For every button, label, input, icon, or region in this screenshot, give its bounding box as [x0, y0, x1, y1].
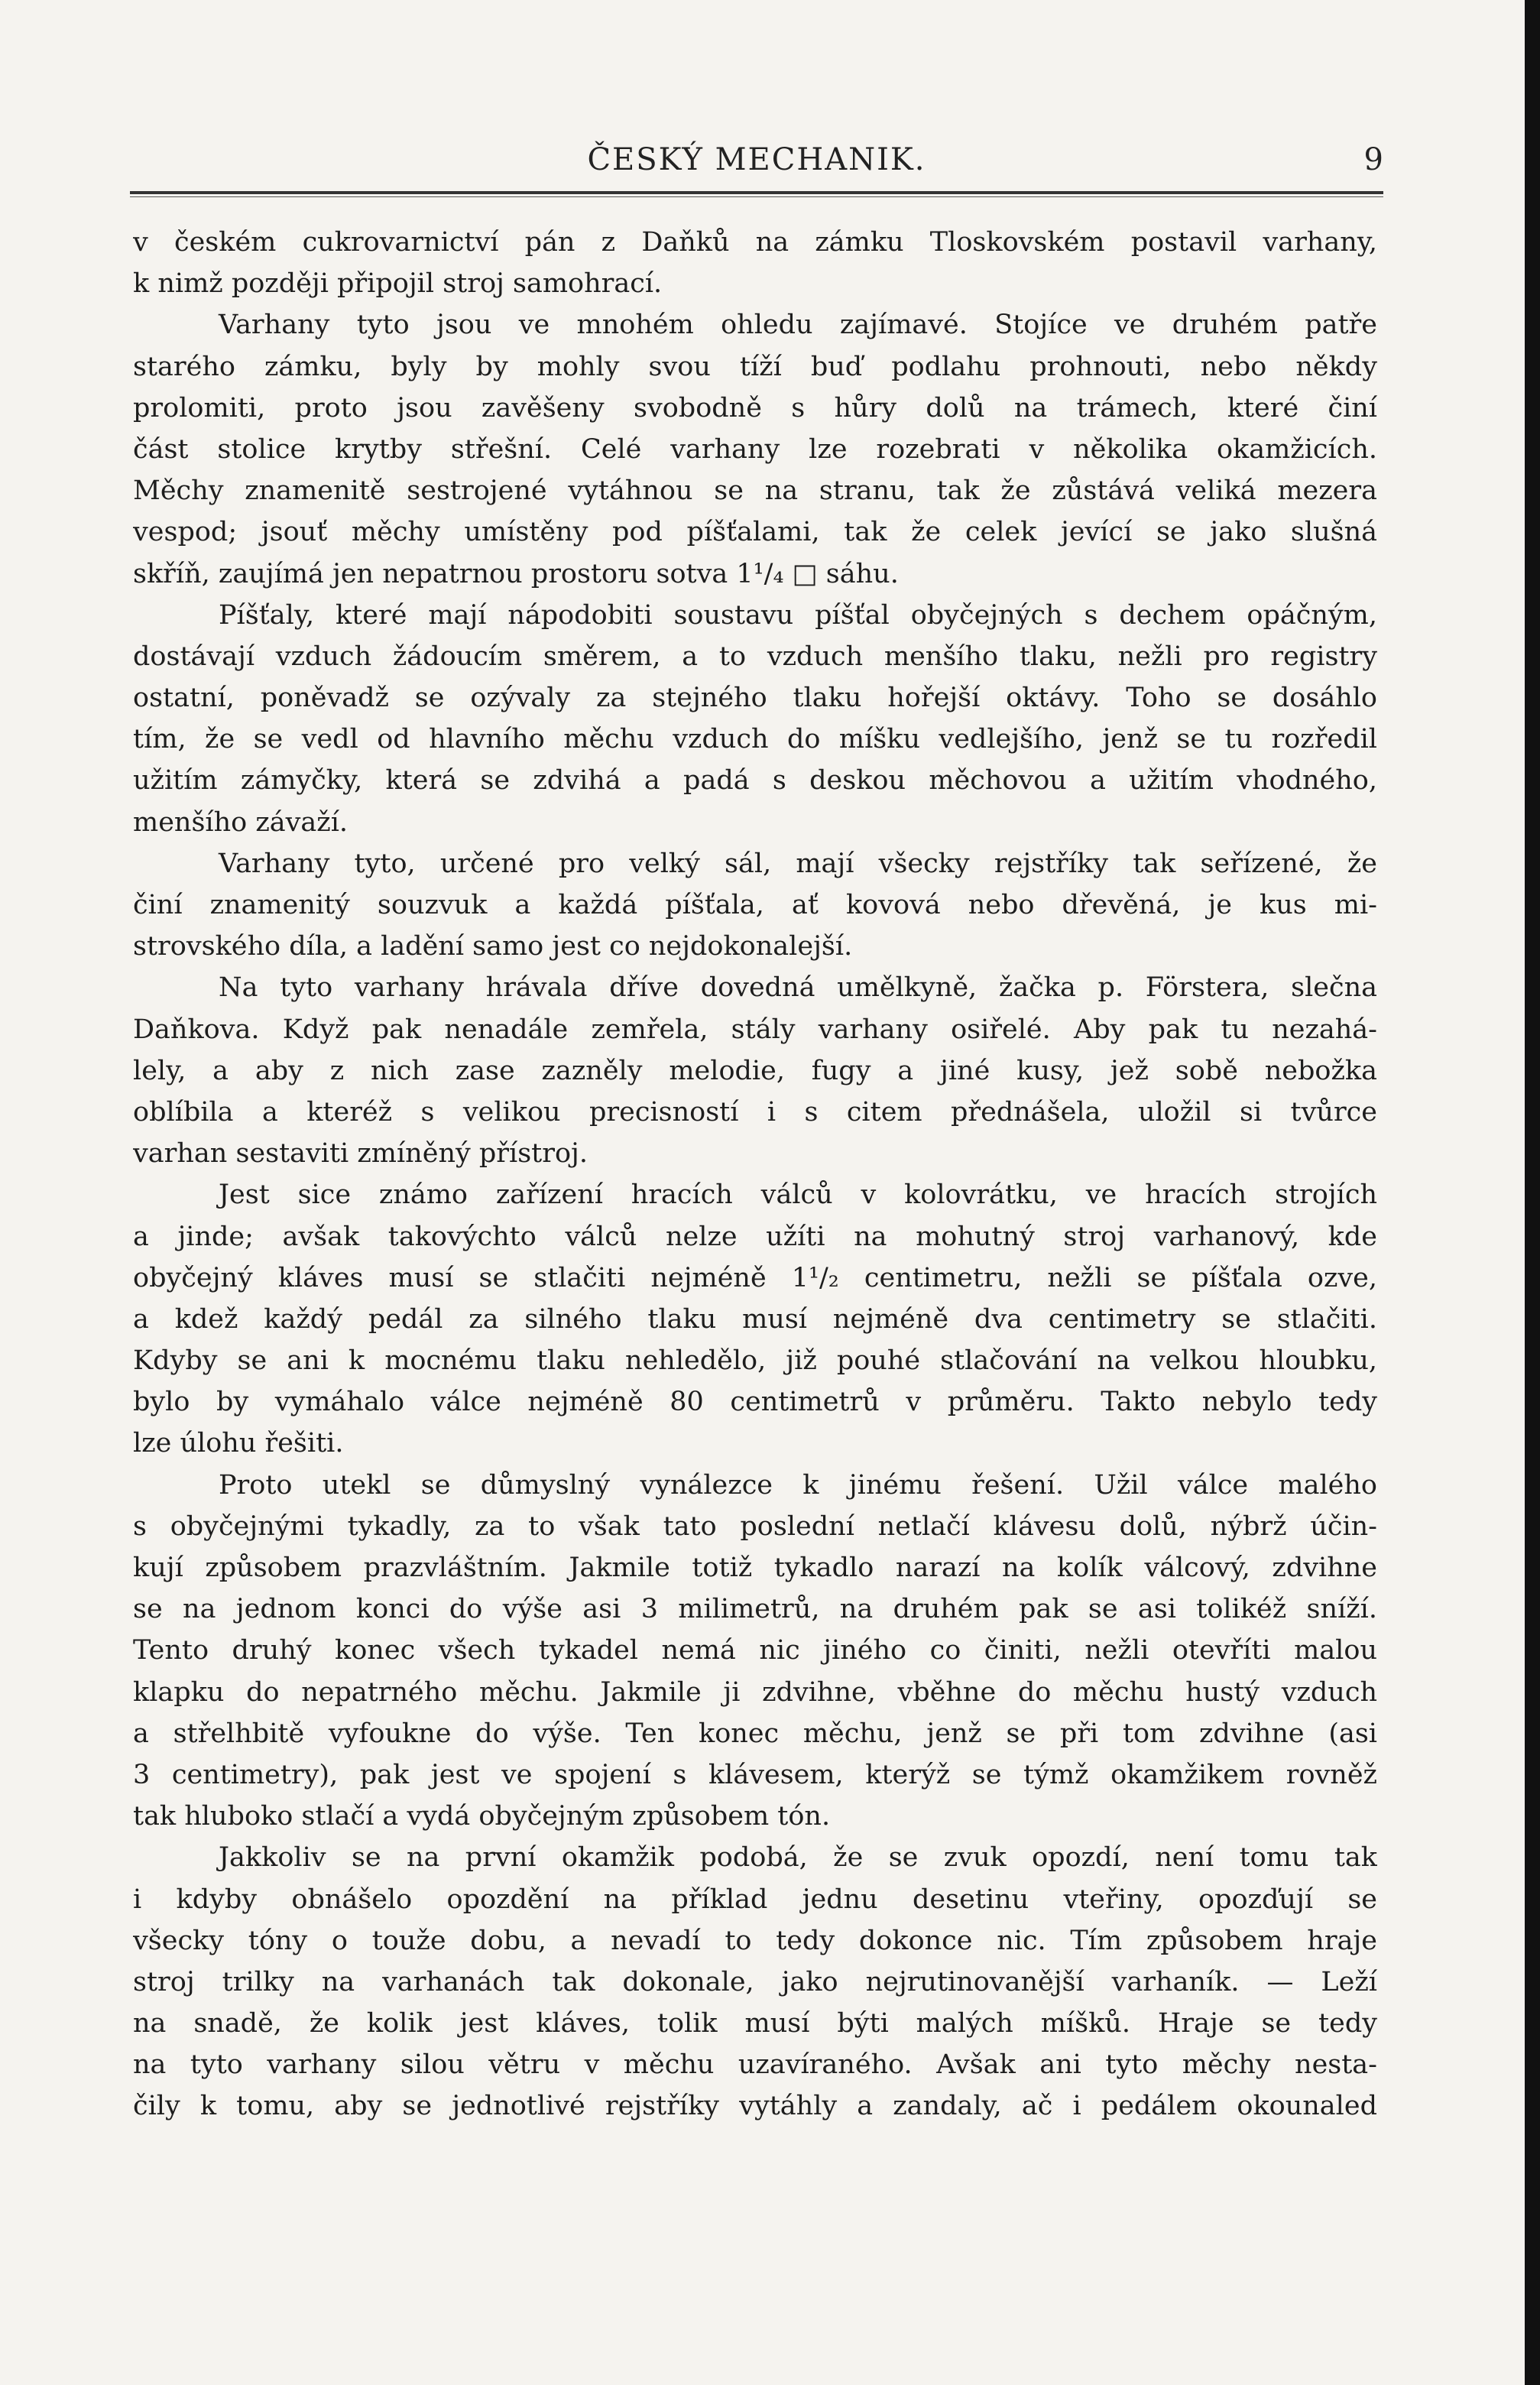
text-line: bylo by vymáhalo válce nejméně 80 centimetrů v průměru. Takto nebylo tedy	[133, 1387, 1377, 1418]
text-line: prolomiti, proto jsou zavěšeny svobodně s hůry dolů na trámech, které činí	[133, 392, 1377, 423]
running-title: ČESKÝ MECHANIK.	[587, 142, 926, 177]
text-line: Tento druhý konec všech tykadel nemá nic jiného co činiti, nežli otevříti malou	[133, 1635, 1377, 1666]
page-number: 9	[1363, 142, 1383, 177]
text-line: Varhany tyto jsou ve mnohém ohledu zajímavé. Stojíce ve druhém patře	[219, 310, 1377, 341]
text-line: vespod; jsouť měchy umístěny pod píšťalami, tak že celek jevící se jako slušná	[133, 517, 1377, 548]
text-line: i kdyby obnášelo opozdění na příklad jednu desetinu vteřiny, opozďují se	[133, 1884, 1377, 1915]
text-line: v českém cukrovarnictví pán z Daňků na zámku Tloskovském postavil varhany,	[133, 227, 1377, 258]
text-line: se na jednom konci do výše asi 3 milimetrů, na druhém pak se asi tolikéž sníží.	[133, 1594, 1377, 1625]
text-line: Varhany tyto, určené pro velký sál, mají všecky rejstříky tak seřízené, že	[219, 848, 1377, 879]
text-line: skříň, zaujímá jen nepatrnou prostoru sotva 1¹/₄ □ sáhu.	[133, 558, 899, 589]
text-line: menšího závaží.	[133, 806, 349, 838]
text-line: Jest sice známo zařízení hracích válců v kolovrátku, ve hracích strojích	[219, 1180, 1377, 1211]
text-line: oblíbila a kteréž s velikou precisností i s citem přednášela, uložil si tvůrce	[133, 1096, 1377, 1128]
text-line: užitím zámyčky, která se zdvihá a padá s deskou měchovou a užitím vhodného,	[133, 765, 1377, 797]
text-line: 3 centimetry), pak jest ve spojení s klávesem, kterýž se týmž okamžikem rovněž	[133, 1759, 1377, 1790]
text-line: lely, a aby z nich zase zazněly melodie, fugy a jiné kusy, jež sobě nebožka	[133, 1055, 1377, 1086]
body-text	[133, 222, 1377, 2127]
text-line: Píšťaly, které mají nápodobiti soustavu píšťal obyčejných s dechem opáčným,	[219, 599, 1377, 631]
text-line: obyčejný kláves musí se stlačiti nejméně 1¹/₂ centimetru, nežli se píšťala ozve,	[133, 1262, 1377, 1293]
text-line: Na tyto varhany hrávala dříve dovedná umělkyně, žačka p. Förstera, slečna	[219, 972, 1377, 1004]
text-line: část stolice krytby střešní. Celé varhany lze rozebrati v několika okamžicích.	[133, 433, 1377, 465]
text-line: tak hluboko stlačí a vydá obyčejným způsobem tón.	[133, 1801, 831, 1832]
text-line: všecky tóny o touže dobu, a nevadí to tedy dokonce nic. Tím způsobem hraje	[133, 1925, 1377, 1956]
text-line: k nimž později připojil stroj samohrací.	[133, 268, 663, 300]
text-line: na snadě, že kolik jest kláves, tolik musí býti malých míšků. Hraje se tedy	[133, 2008, 1377, 2039]
scan-border	[1525, 0, 1540, 2385]
text-line: Proto utekl se důmyslný vynálezce k jinému řešení. Užil válce malého	[219, 1469, 1377, 1501]
text-line: a jinde; avšak takovýchto válců nelze užíti na mohutný stroj varhanový, kde	[133, 1221, 1377, 1252]
text-line: varhan sestaviti zmíněný přístroj.	[133, 1138, 588, 1170]
text-line: na tyto varhany silou větru v měchu uzavíraného. Avšak ani tyto měchy nesta-	[133, 2049, 1377, 2081]
text-line: kují způsobem prazvláštním. Jakmile totiž tykadlo narazí na kolík válcový, zdvihne	[133, 1553, 1377, 1583]
text-line: Jakkoliv se na první okamžik podobá, že se zvuk opozdí, není tomu tak	[219, 1842, 1377, 1874]
text-line: strovského díla, a ladění samo jest co nejdokonalejší.	[133, 931, 853, 962]
text-line: a střelhbitě vyfoukne do výše. Ten konec měchu, jenž se při tom zdvihne (asi	[133, 1718, 1377, 1749]
text-line: činí znamenitý souzvuk a každá píšťala, ať kovová nebo dřevěná, je kus mi-	[133, 890, 1377, 920]
text-line: klapku do nepatrného měchu. Jakmile ji zdvihne, vběhne do měchu hustý vzduch	[133, 1676, 1377, 1708]
header-rule	[130, 191, 1383, 197]
text-line: čily k tomu, aby se jednotlivé rejstříky vytáhly a zandaly, ač i pedálem okounaled	[133, 2091, 1377, 2122]
text-line: starého zámku, byly by mohly svou tíží buď podlahu prohnouti, nebo někdy	[133, 351, 1377, 382]
text-line: Měchy znamenitě sestrojené vytáhnou se na stranu, tak že zůstává veliká mezera	[133, 475, 1377, 507]
text-line: a kdež každý pedál za silného tlaku musí nejméně dva centimetry se stlačiti.	[133, 1303, 1377, 1335]
text-line: Daňkova. Když pak nenadále zemřela, stály varhany osiřelé. Aby pak tu nezahá-	[133, 1014, 1377, 1045]
page-header	[130, 136, 1383, 190]
text-line: Kdyby se ani k mocnému tlaku nehledělo, již pouhé stlačování na velkou hloubku,	[133, 1345, 1377, 1377]
text-line: stroj trilky na varhanách tak dokonale, jako nejrutinovanější varhaník. — Leží	[133, 1966, 1377, 1997]
text-line: tím, že se vedl od hlavního měchu vzduch do míšku vedlejšího, jenž se tu rozředil	[133, 724, 1377, 755]
text-line: lze úlohu řešiti.	[133, 1428, 344, 1459]
text-line: s obyčejnými tykadly, za to však tato poslední netlačí klávesu dolů, nýbrž účin-	[133, 1510, 1377, 1542]
text-line: dostávají vzduch žádoucím směrem, a to vzduch menšího tlaku, nežli pro registry	[133, 641, 1377, 672]
text-line: ostatní, poněvadž se ozývaly za stejného tlaku hořejší oktávy. Toho se dosáhlo	[133, 683, 1377, 714]
